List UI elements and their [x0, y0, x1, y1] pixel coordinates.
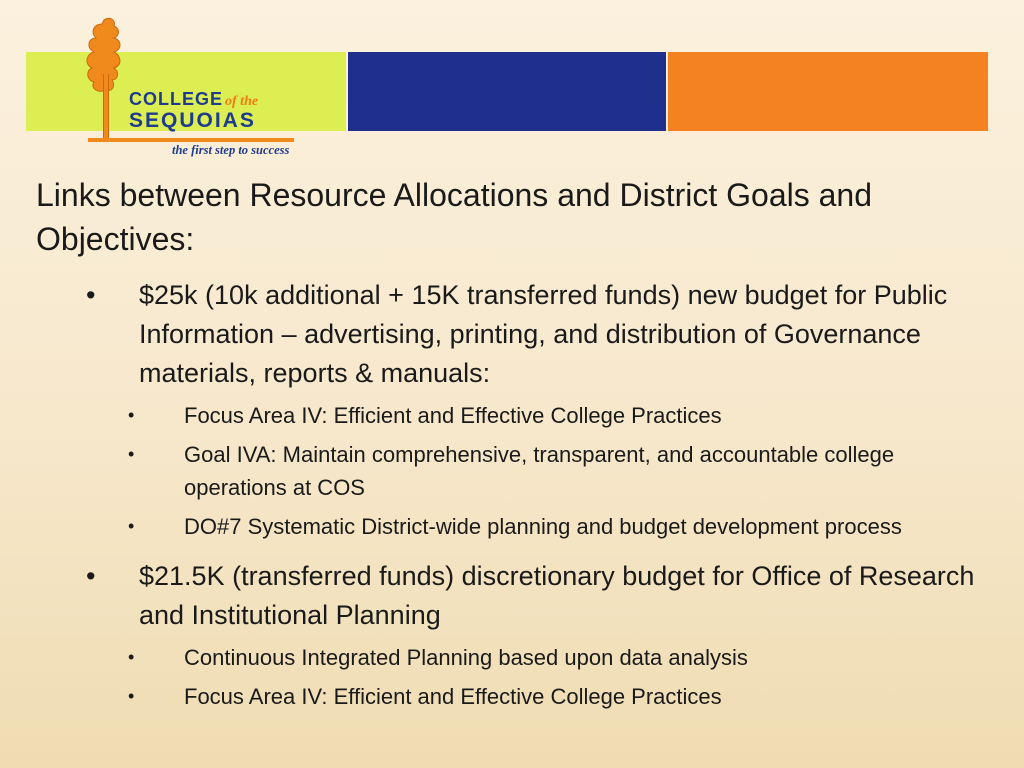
- logo-wordmark-sequoias: SEQUOIAS: [129, 109, 256, 132]
- sub-bullet-text: Focus Area IV: Efficient and Effective College Practices: [184, 684, 722, 709]
- sub-bullet-item: [0, 510, 1024, 543]
- sub-bullet-text: Continuous Integrated Planning based upon data analysis: [184, 645, 748, 670]
- logo-tagline: the first step to success: [172, 143, 290, 157]
- bullet-list: [0, 276, 1024, 719]
- sub-bullet-marker: •: [128, 686, 135, 706]
- sub-bullet-item: [0, 641, 1024, 674]
- banner-blue-band: [348, 52, 666, 131]
- logo-wordmark-college: COLLEGE of the: [129, 89, 259, 109]
- sub-bullet-text: Focus Area IV: Efficient and Effective College Practices: [184, 403, 722, 428]
- sub-bullet-marker: •: [128, 405, 135, 425]
- slide-title: Links between Resource Allocations and District Goals and Objectives:: [36, 177, 872, 257]
- sub-bullet-item: [0, 680, 1024, 713]
- sub-bullet-marker: •: [128, 444, 135, 464]
- bullet-text: $21.5K (transferred funds) discretionary budget for Office of Research and Institutional Planning: [139, 561, 975, 630]
- bullet-marker: •: [86, 280, 96, 310]
- logo-of-the: of the: [225, 94, 259, 109]
- sub-bullet-item: [0, 399, 1024, 432]
- bullet-item: [0, 557, 1024, 635]
- bullet-text: $25k (10k additional + 15K transferred funds) new budget for Public Information – advertising, printing, and distribution of Governance materials, reports & manuals:: [139, 280, 948, 388]
- sub-bullet-text: DO#7 Systematic District-wide planning and budget development process: [184, 514, 902, 539]
- sub-bullet-text: Goal IVA: Maintain comprehensive, transparent, and accountable college operations at COS: [184, 442, 895, 500]
- sub-bullet-marker: •: [128, 516, 135, 536]
- college-logo: [84, 14, 314, 164]
- bullet-marker: •: [86, 561, 96, 591]
- banner-orange-band: [668, 52, 988, 131]
- sub-bullet-marker: •: [128, 647, 135, 667]
- sub-bullet-item: [0, 438, 1024, 504]
- bullet-item: [0, 276, 1024, 393]
